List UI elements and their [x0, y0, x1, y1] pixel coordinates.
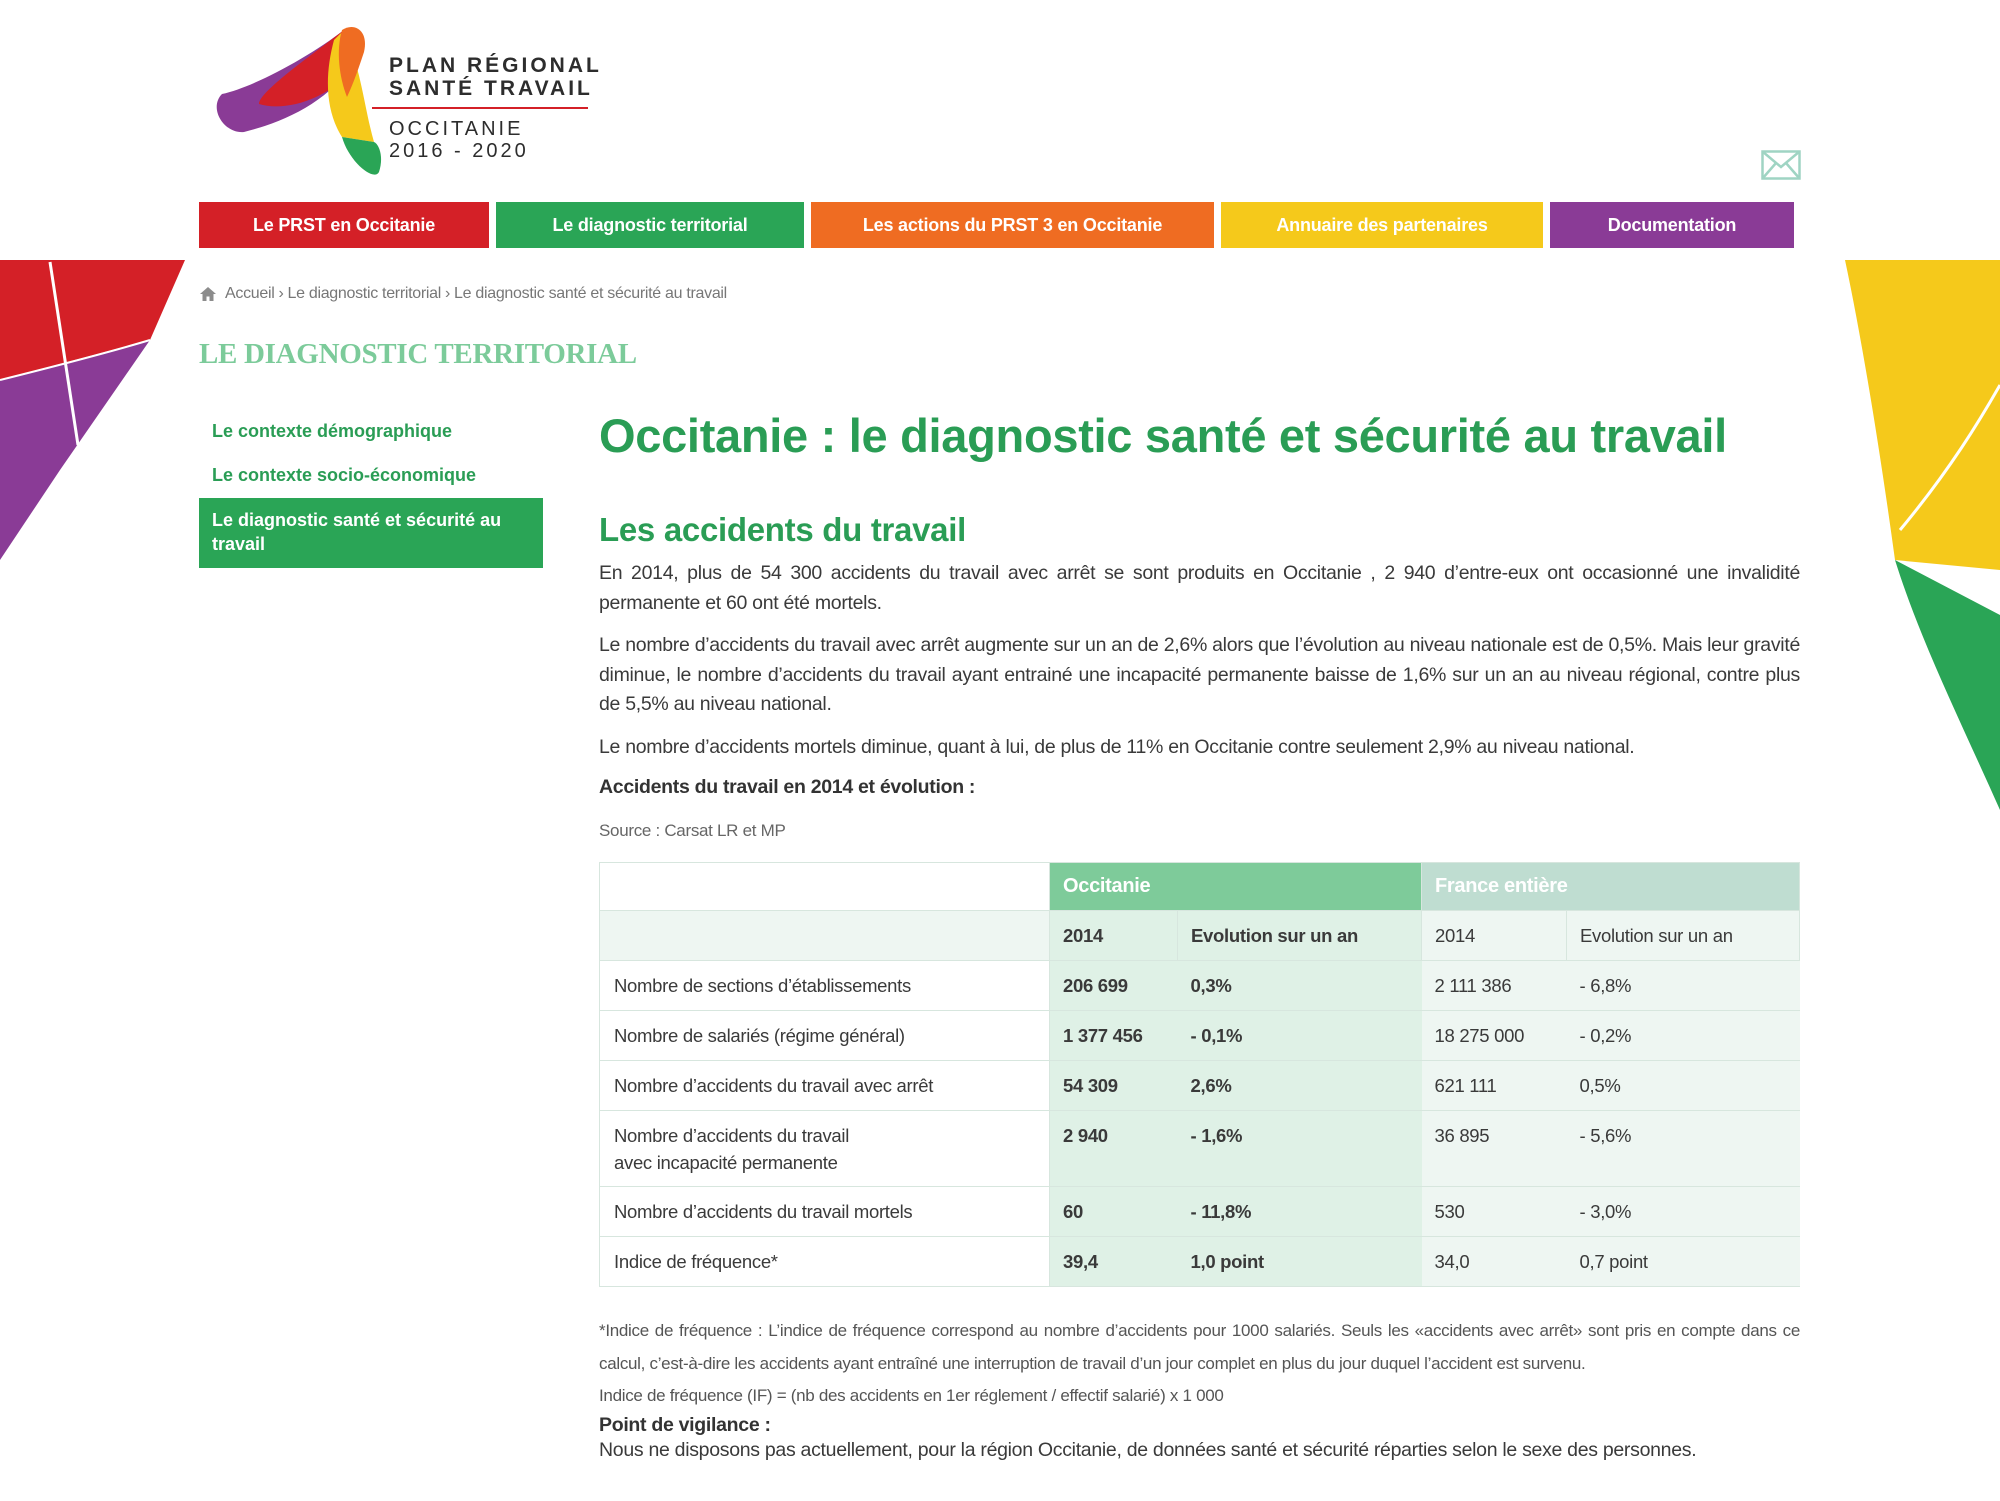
table-row — [600, 1237, 1800, 1287]
vigilance-title: Point de vigilance : — [599, 1414, 771, 1436]
nav-item-diagnostic[interactable]: Le diagnostic territorial — [496, 202, 804, 248]
row-label: Nombre d’accidents du travail avec arrêt — [600, 1061, 1050, 1111]
nav-item-actions[interactable]: Les actions du PRST 3 en Occitanie — [811, 202, 1214, 248]
formula-note: Indice de fréquence (IF) = (nb des accidents en 1er réglement / effectif salarié) x 1 000 — [599, 1386, 1224, 1405]
cell-occ-2014: 54 309 — [1050, 1061, 1178, 1111]
breadcrumb — [199, 285, 727, 303]
row-label — [600, 1111, 1050, 1187]
cell-occ-2014: 2 940 — [1050, 1111, 1178, 1187]
breadcrumb-separator: › — [445, 285, 451, 302]
cell-fr-evolution: - 0,2% — [1567, 1011, 1800, 1061]
cell-fr-2014: 2 111 386 — [1422, 961, 1567, 1011]
cell-occ-2014: 60 — [1050, 1187, 1178, 1237]
brand-line4: 2016 - 2020 — [389, 140, 529, 162]
row-label: Nombre de salariés (régime général) — [600, 1011, 1050, 1061]
group-header-occitanie: Occitanie — [1050, 863, 1422, 911]
table-title: Accidents du travail en 2014 et évolution : — [599, 776, 976, 798]
breadcrumb-separator: › — [278, 285, 284, 302]
cell-fr-evolution: 0,5% — [1567, 1061, 1800, 1111]
row-label-line2: avec incapacité permanente — [614, 1152, 838, 1173]
cell-occ-evolution: - 0,1% — [1178, 1011, 1422, 1061]
row-label: Nombre de sections d’établissements — [600, 961, 1050, 1011]
column-header-occ-2014: 2014 — [1050, 911, 1178, 961]
table-source: Source : Carsat LR et MP — [599, 821, 786, 840]
nav-item-documentation[interactable]: Documentation — [1550, 202, 1794, 248]
cell-occ-2014: 206 699 — [1050, 961, 1178, 1011]
cell-occ-evolution: - 11,8% — [1178, 1187, 1422, 1237]
nav-item-annuaire[interactable]: Annuaire des partenaires — [1221, 202, 1543, 248]
cell-fr-evolution: - 6,8% — [1567, 961, 1800, 1011]
main-content — [599, 404, 1800, 1462]
cell-fr-2014: 621 111 — [1422, 1061, 1567, 1111]
brand-line3: OCCITANIE — [389, 118, 524, 140]
table-row — [600, 1111, 1800, 1187]
table-corner — [600, 863, 1050, 911]
cell-fr-evolution: 0,7 point — [1567, 1237, 1800, 1287]
footnote: *Indice de fréquence : L’indice de fréquence correspond au nombre d’accidents pour 1000 salariés. Seuls les «accidents avec arrêt» sont pris en compte dans ce calcul, c’est-à-dire les accidents ayant entraîné une interruption de travail d’un jour complet en plus du jour duquel l’accident est survenu. — [599, 1321, 1800, 1373]
cell-occ-2014: 1 377 456 — [1050, 1011, 1178, 1061]
brand-divider — [372, 107, 588, 109]
cell-occ-evolution: 0,3% — [1178, 961, 1422, 1011]
cell-occ-evolution: 1,0 point — [1178, 1237, 1422, 1287]
accidents-table — [599, 862, 1800, 1287]
paragraph-1: En 2014, plus de 54 300 accidents du travail avec arrêt se sont produits en Occitanie , 2 940 d’entre-eux ont occasionné une invalidité permanente et 60 ont été mortels. — [599, 562, 1800, 614]
breadcrumb-home[interactable]: Accueil — [225, 285, 275, 302]
cell-fr-2014: 530 — [1422, 1187, 1567, 1237]
sidebar-item-demographie[interactable]: Le contexte démographique — [212, 421, 453, 441]
sidebar-item-sante-securite[interactable]: Le diagnostic santé et sécurité au travail — [199, 498, 543, 568]
breadcrumb-level1[interactable]: Le diagnostic territorial — [287, 285, 441, 302]
cell-fr-evolution: - 5,6% — [1567, 1111, 1800, 1187]
page-title: Occitanie : le diagnostic santé et sécurité au travail — [599, 409, 1727, 462]
logo-text — [389, 54, 602, 162]
table-group-header — [600, 863, 1800, 911]
cell-occ-2014: 39,4 — [1050, 1237, 1178, 1287]
group-header-france: France entière — [1422, 863, 1800, 911]
column-header-fr-evolution: Evolution sur un an — [1567, 911, 1800, 961]
cell-fr-2014: 18 275 000 — [1422, 1011, 1567, 1061]
cell-fr-evolution: - 3,0% — [1567, 1187, 1800, 1237]
table-row — [600, 961, 1800, 1011]
home-icon[interactable] — [199, 286, 217, 302]
vigilance-text: Nous ne disposons pas actuellement, pour la région Occitanie, de données santé et sécurité réparties selon le sexe des personnes. — [599, 1439, 1697, 1461]
cell-fr-2014: 34,0 — [1422, 1237, 1567, 1287]
column-header-blank — [600, 911, 1050, 961]
paragraph-3: Le nombre d’accidents mortels diminue, quant à lui, de plus de 11% en Occitanie contre seulement 2,9% au niveau national. — [599, 735, 1635, 758]
cell-occ-evolution: - 1,6% — [1178, 1111, 1422, 1187]
nav-item-prst[interactable]: Le PRST en Occitanie — [199, 202, 489, 248]
section-heading: Les accidents du travail — [599, 511, 966, 548]
column-header-occ-evolution: Evolution sur un an — [1178, 911, 1422, 961]
cell-occ-evolution: 2,6% — [1178, 1061, 1422, 1111]
envelope-icon[interactable] — [1761, 150, 1801, 180]
brand-line2: SANTÉ TRAVAIL — [389, 77, 593, 100]
sidebar-menu — [199, 410, 543, 568]
table-row — [600, 1187, 1800, 1237]
paragraph-2: Le nombre d’accidents du travail avec arrêt augmente sur un an de 2,6% alors que l’évolution au niveau nationale est de 0,5%. Mais leur gravité diminue, le nombre d’accidents du travail ayant entrainé une incapacité permanente baisse de 1,6% sur un an au niveau régional, contre plus de 5,5% au niveau national. — [599, 634, 1800, 715]
table-row — [600, 1011, 1800, 1061]
table-row — [600, 1061, 1800, 1111]
section-title: LE DIAGNOSTIC TERRITORIAL — [199, 338, 637, 370]
brand-line1: PLAN RÉGIONAL — [389, 54, 602, 77]
row-label: Nombre d’accidents du travail mortels — [600, 1187, 1050, 1237]
table-column-header — [600, 911, 1800, 961]
column-header-fr-2014: 2014 — [1422, 911, 1567, 961]
row-label: Indice de fréquence* — [600, 1237, 1050, 1287]
sidebar-item-socio-economique[interactable]: Le contexte socio-économique — [212, 465, 477, 485]
cell-fr-2014: 36 895 — [1422, 1111, 1567, 1187]
breadcrumb-current: Le diagnostic santé et sécurité au travail — [454, 285, 727, 302]
row-label-line1: Nombre d’accidents du travail — [614, 1125, 849, 1146]
